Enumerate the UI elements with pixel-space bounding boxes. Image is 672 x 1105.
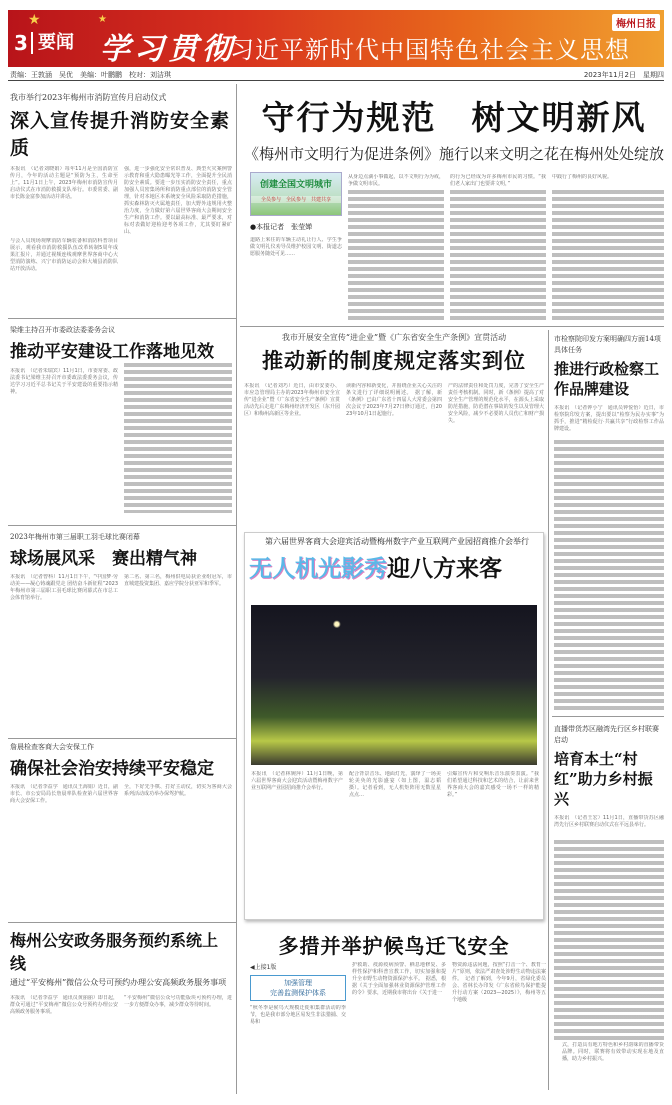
article-fire-safety	[10, 92, 232, 313]
article-body: 本报讯 （记者林婉萍）11月1日晚，第六届世界客商大会迎宾活动暨梅州数字产业互联网产业园招商推介会举行。	[251, 771, 343, 791]
article-body: 强，进一步强化安全常识普及、典型火灾案例警示教育和重大隐患曝光等工作，全面提升全民消防安全素质。要进一步压实消防安全责任，重点加强人员密集场所和消防重点部位的消防安全管理，针对本地区本系统安全风险采取防范措施，抓实森林防灭火属地责任，加大野外违规用火整治力度，全力做好第六届世界客商大会期间安全生产和消防工作。要以最高标准、最严要求，对标对表做好迎检迎考各项工作，尤其要盯紧矿山、	[124, 166, 232, 235]
article-headline: 梅州公安政务服务预约系统上线	[10, 931, 219, 973]
article-body: 的行为已经成为许多梅州市民的习惯。“我们老人家出门也要讲文明，”	[450, 174, 546, 187]
article-headline: 多措并举护候鸟迁飞安全	[278, 934, 510, 958]
headline-accent: 无人机光影秀	[249, 555, 387, 582]
article-headline: 守行为规范 树文明新风	[261, 98, 647, 137]
article-kicker: 第六届世界客商大会迎宾活动暨梅州数字产业互联网产业园招商推介会举行	[265, 537, 529, 546]
article-body: 与会人员现场观摩消防车辆装备和消防科普项目展示，观看我市消防救援队伍改革转制5周年成果汇报片，并通过视频连线观摩世界客商中心大型消防演练、兴宁市消防运动会和大埔县消防队站开放活动。	[10, 238, 118, 272]
drone-show-photo	[251, 605, 537, 765]
article-subheadline: 通过“平安梅州”微信公众号可预约办理公安高频政务服务事项	[10, 978, 227, 987]
page-banner	[8, 10, 664, 67]
article-headline: 球场展风采 赛出精气神	[10, 549, 197, 569]
article-civilization	[244, 92, 664, 164]
civil-col1	[250, 222, 342, 317]
article-body: “平安梅州”微信公众号功能版块可预约办理，进一步方便群众办事，减少群众等待时间。	[124, 995, 232, 1008]
editor-credits: 责编：王敦涵 吴优 美编：叶鹏鹏 校对：刘洁琪	[10, 71, 171, 79]
article-kicker: 2023年梅州市第三届职工羽毛球比赛闭幕	[10, 533, 140, 541]
inset-slogan: 全员参与 全民参与 共建共享	[251, 196, 341, 203]
article-safety-rules	[244, 332, 544, 523]
article-headline: 确保社会治安持续平安稳定	[10, 759, 214, 779]
star-icon: ★	[28, 12, 41, 28]
article-kicker: 直播带货苏区融湾先行区乡村联赛启动	[554, 725, 659, 744]
article-body: 本报讯 （记者李益学 通讯员王海娟）近日，副市长、市公安局局长詹晨率队检查第六届世界客商大会安保工作。	[10, 784, 118, 804]
article-kicker: 梁维主持召开市委政法委委务会议	[10, 326, 115, 334]
subhead-line: 加强管理	[284, 979, 312, 987]
article-kicker: 詹晨检查客商大会安保工作	[10, 743, 94, 751]
article-headline: 迎八方来客	[387, 555, 502, 582]
article-headline: 深入宣传提升消防安全素质	[10, 110, 231, 159]
civil-col4	[552, 174, 664, 188]
continued-label: ◀上接1版	[250, 964, 277, 971]
article-body: 中践行了梅州的良好风貌。	[552, 174, 613, 180]
article-headline: 推进行政检察工作品牌建设	[554, 360, 660, 398]
article-body: “秋冬季是候鸟大规模迁徙和集群活动的季节，也是我市部分地区易发生非法猎捕、交易和	[250, 1005, 346, 1025]
inset-title: 创建全国文明城市	[259, 180, 332, 190]
article-body: 全，下好先手棋、打好主动仗，切实为客商大会系列活动成功举办保驾护航。	[124, 784, 232, 797]
article-peace-building	[10, 325, 232, 518]
subhead-line: 完善监测保护体系	[270, 989, 326, 997]
article-byline: ●本报记者 张莹婵	[250, 223, 313, 231]
article-body: 引爆宣传片和交响乐音乐演奏表演。“我们希望通过科技和艺术的结合，让前来世界客商大会的嘉宾感受一场不一样的精彩。”	[447, 771, 539, 798]
article-body: 本报讯 （记者曾科）11月1日下午，“中国梦·劳动美——凝心铸魂跟党走 团结奋斗新征程”2023年梅州市第三届职工羽毛球比赛闭幕式在市总工会体育馆举行。	[10, 574, 118, 601]
civilization-inset-image	[250, 172, 342, 216]
article-kicker: 我市举行2023年梅州市消防宣传月启动仪式	[10, 93, 167, 102]
civil-col3	[450, 174, 546, 188]
article-headline: 推动平安建设工作落地见效	[10, 342, 214, 362]
subhead-box	[250, 975, 346, 1001]
article-body: 本报讯 （记者朱瑞宾）11月1日，市委常委、政法委书记梁维主持召开市委政法委委务会议，传达学习习近平总书记关于平安建设的重要指示精神。	[10, 368, 118, 395]
article-headline: 推动新的制度规定落实到位	[262, 348, 526, 373]
page-number: 3	[14, 32, 33, 54]
article-body: 第二名、第三名，梅州供电局获企业组冠军，市直城建投资集团、嘉应学院分获亚军和季军。	[124, 574, 232, 587]
article-body: 本报讯 （记者刘晓娟）每年11月是全国消防宣传月，今年的活动主题是“预防为主，生命至上”。11月1日上午，2023年梅州市消防宣传月启动仪式在市消防救援支队举行。市委常委、副市长陈金富参加活动并讲话。	[10, 166, 118, 200]
article-drone-show	[244, 532, 544, 920]
article-body: 本报讯 （记者李益学 通讯员黄丽丽）即日起，群众可通过“平安梅州”微信公众号预约办理公安高频政务服务事项。	[10, 995, 118, 1015]
star-icon: ★	[98, 14, 107, 25]
article-kicker: 我市开展安全宣传“进企业”暨《广东省安全生产条例》宣贯活动	[281, 333, 507, 342]
banner-calligraphy: 学习贯彻	[100, 32, 236, 67]
section-label: 要闻	[38, 32, 74, 53]
article-body: 本报讯 （记者刘巧）近日，由市安委办、市应急管理局主办的2023年梅州市安全宣传“进企业”暨《广东省安全生产条例》宣贯活动先后走进广东梅州经济开发区（东升园区）和梅州高新区等企业。	[244, 383, 340, 417]
article-police-service	[10, 928, 232, 1105]
article-body: 读新内容和新变化，并围绕企业关心关注的条文进行了详细说明阐述。 据了解，新《条例》已由广东省十四届人大常委会第四次会议于2023年7月27日修订通过，自2023年10月1日起施行。	[346, 383, 442, 417]
article-body: 本报讯 （记者王宏）11月1日，直播带货苏区融湾先行区乡村联赛启动仪式在平远县举行。	[554, 815, 664, 828]
article-body: 物资源违法问题，按照“打击一个、教育一片”原则，依法严肃查处涉野生动物违法案件。 记者了解到，今年9月，省绿化委员会、省林长办印发《广东省候鸟保护能提升行动方案（2023—2025）》，梅州等五个地级	[452, 962, 546, 1003]
article-body: 配合背景音乐、地面灯光，演绎了一场美轮美奂的光影盛宴（如上图，温志韬摄）。记者看到，无人机矩阵用无数星星点点…	[349, 771, 441, 798]
article-body: 产的法律责任和处罚力度，完善了安全生产责任考核机制。同时，新《条例》提高了对安全生产管理的规范化水平，在源头上采取防范措施，防范潜在事故的发生以及管理大安全风险，减少不必要的人员伤亡和财产损失。	[448, 383, 544, 424]
article-migratory-birds	[244, 930, 544, 959]
article-kicker: 市检察院印发方案明确四方面14项具体任务	[554, 335, 661, 354]
article-badminton	[10, 532, 232, 734]
banner-title: 习近平新时代中国特色社会主义思想	[230, 36, 630, 64]
article-subheadline: 《梅州市文明行为促进条例》施行以来文明之花在梅州处处绽放	[244, 145, 665, 163]
article-body: 道路上來往的车辆主动礼让行人、学生争做文明礼仪劝导员维护校园文明、街道志愿服务随处可见……	[250, 237, 342, 257]
article-body: 本报讯 （记者钟小宁 通讯员钟悦怡）近日，市检察院印发方案，提出要以“检察为民办实事”为抓手，推进“精检促行·共赢共享”行政检察工作品牌建设。	[554, 405, 664, 432]
issue-date: 2023年11月2日 星期四	[583, 71, 664, 79]
article-body: 护救助、疫源疫病预警、栖息地修复、多样性保护和科普宣教工作，切实加强和提升全市野生动物资源保护水平。 据悉，根据《关于全面加强林业资源保护管理工作的令》要求，近期我市将出台《关于进一	[352, 962, 446, 996]
article-hakka-security	[10, 742, 232, 924]
newspaper-logo: 梅州日报	[612, 14, 660, 31]
article-body: 从身边点滴小事做起，以不文明行为为戒，争做文明市民。	[348, 174, 444, 187]
article-body: 式，打造具有地方特色和乡村韵味的直播带货品牌。同时，联赛将有效带动实现在地及直播，助力乡村振兴。	[562, 1042, 664, 1062]
civil-col2	[348, 174, 444, 188]
article-headline: 培育本土“村红”助力乡村振兴	[554, 750, 653, 808]
birds-col1	[250, 962, 346, 1095]
